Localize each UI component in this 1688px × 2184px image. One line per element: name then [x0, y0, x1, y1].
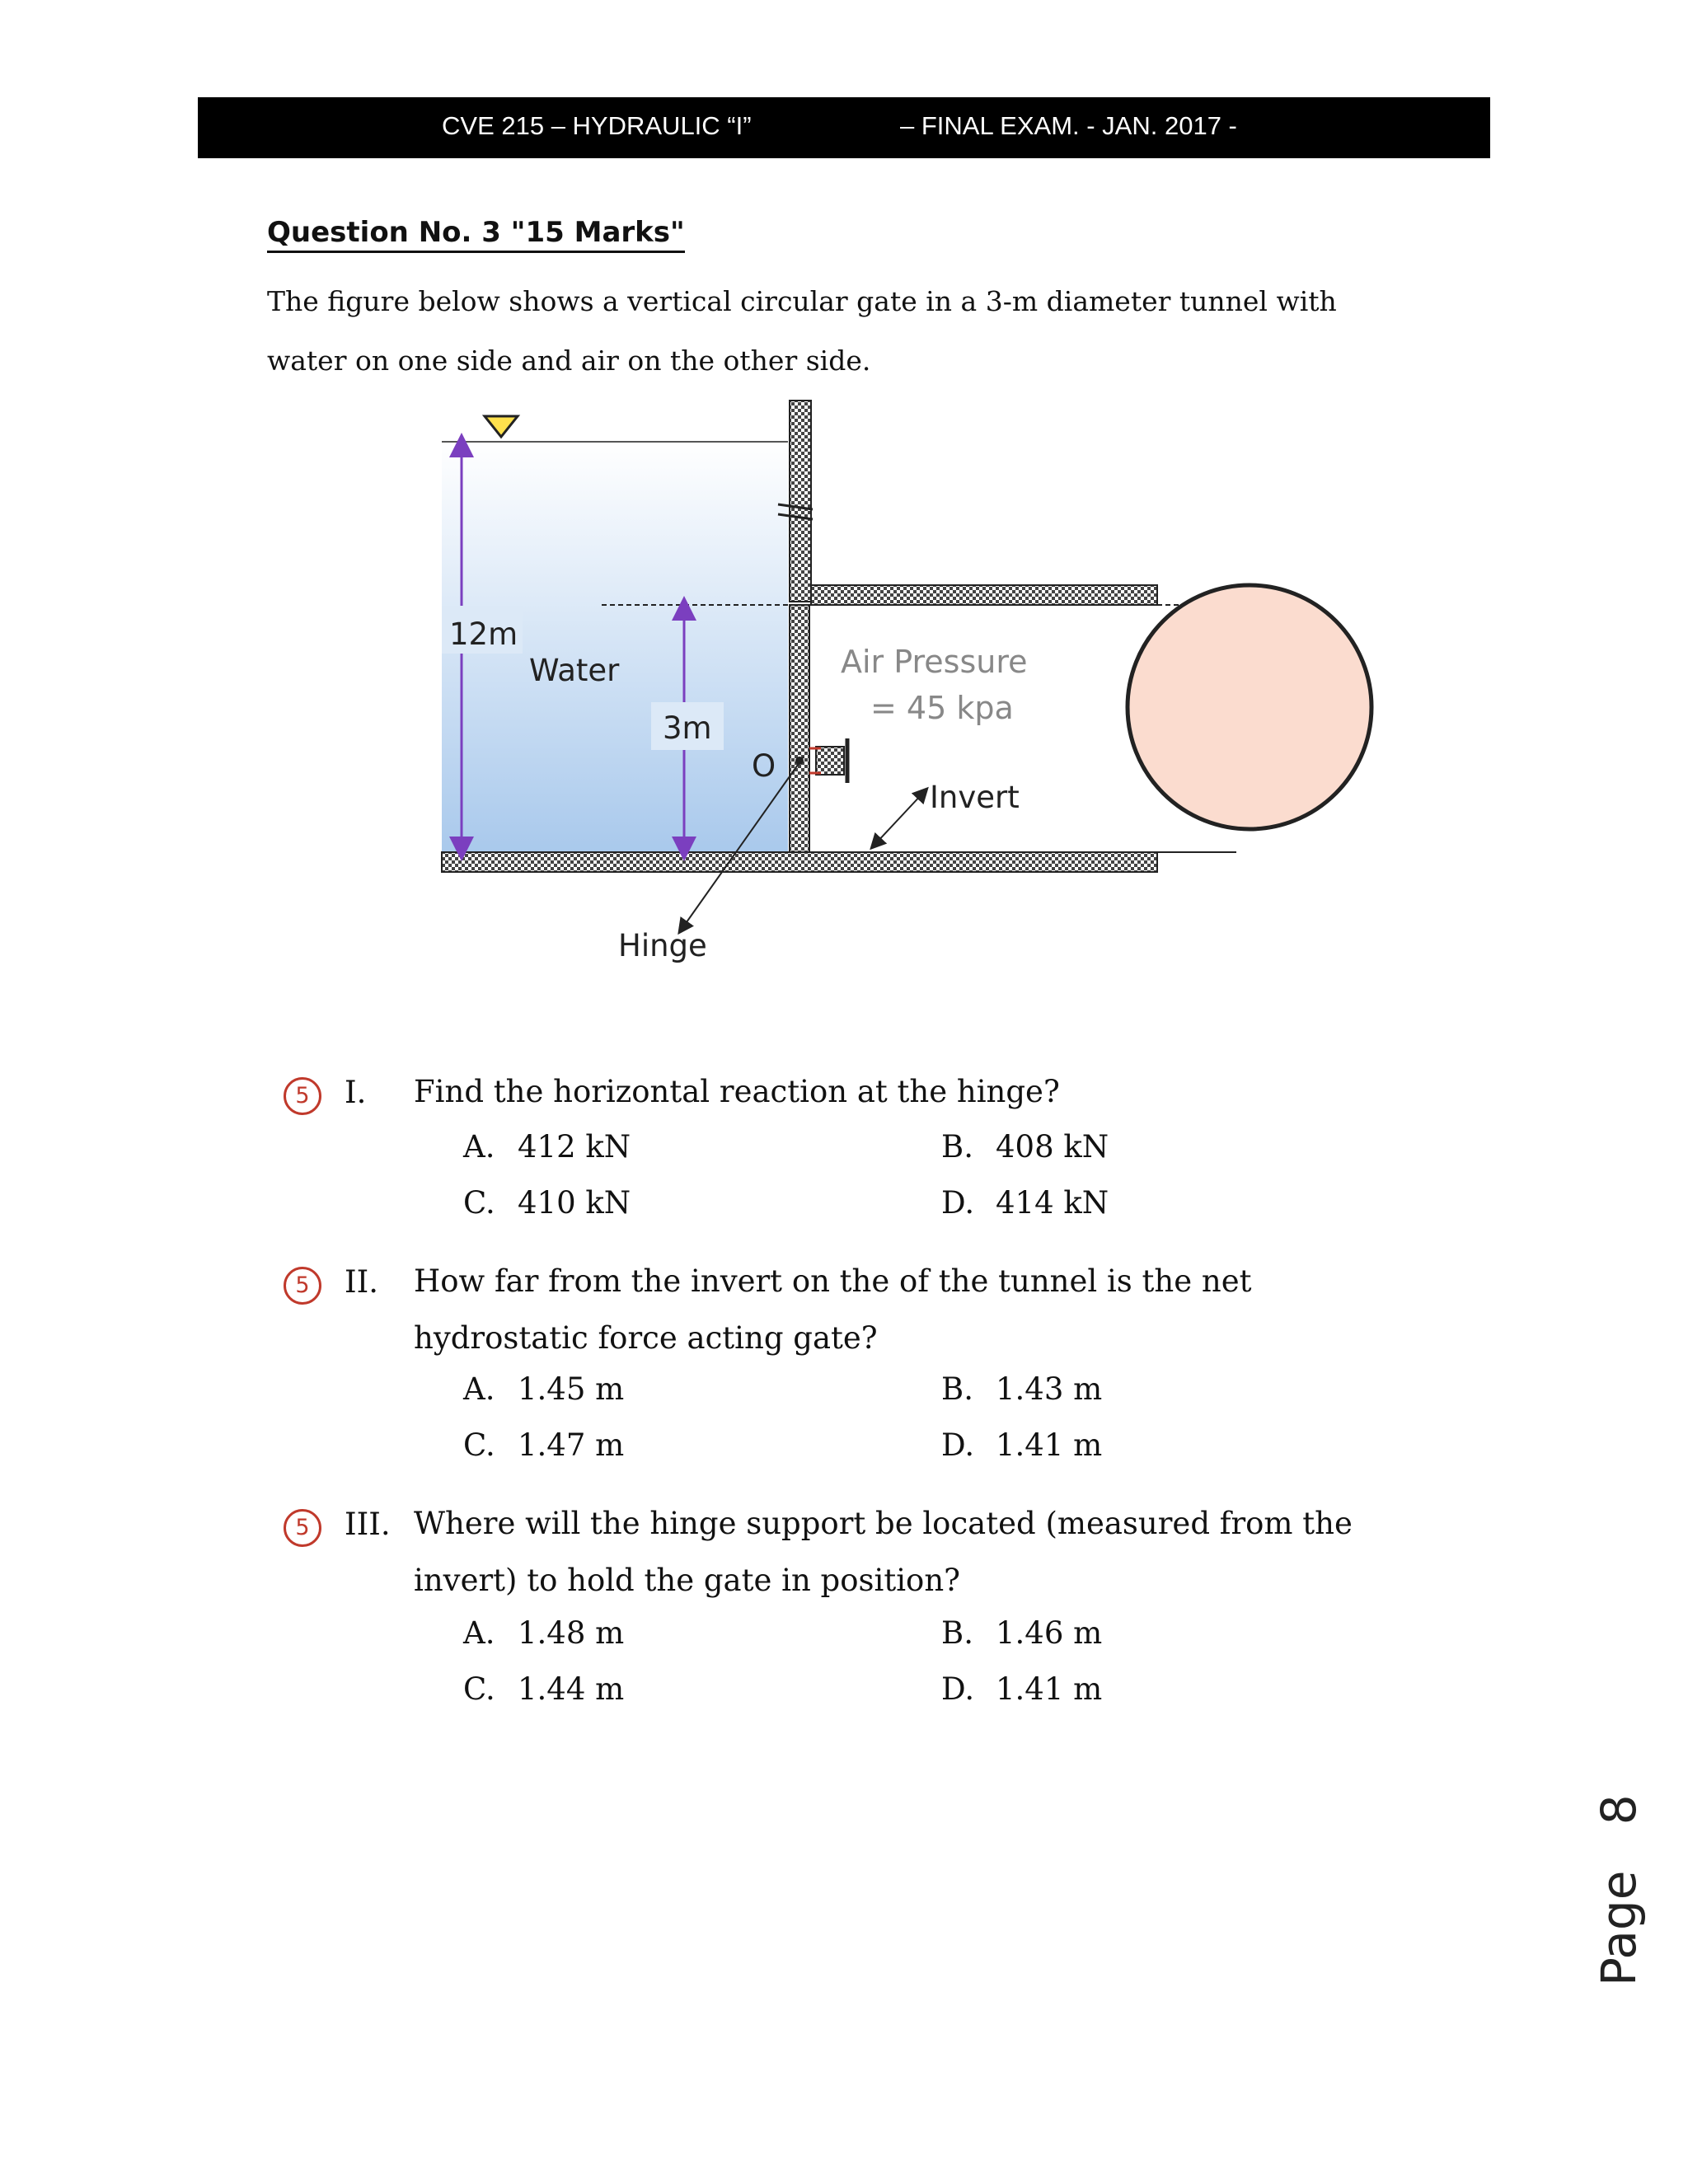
upstream-wall [790, 401, 811, 602]
label-water: Water [529, 653, 620, 688]
option-value: 1.45 m [518, 1371, 625, 1407]
label-3m: 3m [663, 710, 712, 746]
option-value: 1.48 m [518, 1615, 625, 1651]
part-number: I. [345, 1075, 367, 1110]
option-a[interactable] [463, 1129, 631, 1165]
option-value: 1.47 m [518, 1427, 625, 1463]
page-number: 8 [1591, 1794, 1647, 1825]
option-value: 1.41 m [996, 1427, 1103, 1463]
part-text: How far from the invert on the of the tunnel is the net hydrostatic force acting gate? [414, 1263, 1252, 1356]
option-letter: B. [941, 1129, 973, 1165]
tunnel-roof [811, 585, 1157, 605]
option-a[interactable] [463, 1371, 624, 1407]
gate-figure [0, 0, 1688, 989]
marks-circle-icon: 5 [284, 1077, 321, 1115]
option-letter: A. [463, 1615, 495, 1651]
exam-title: – FINAL EXAM. - JAN. 2017 - [900, 111, 1237, 140]
question-title: Question No. 3 "15 Marks" [267, 216, 685, 253]
label-o: O [752, 748, 776, 784]
option-letter: A. [463, 1371, 495, 1407]
option-c[interactable] [463, 1671, 624, 1707]
part-number: III. [345, 1507, 391, 1542]
option-letter: C. [463, 1671, 495, 1707]
option-letter: D. [941, 1427, 975, 1463]
option-b[interactable] [941, 1371, 1102, 1407]
label-hinge: Hinge [618, 928, 707, 963]
option-a[interactable] [463, 1615, 624, 1651]
invert-leader [875, 793, 923, 844]
option-d[interactable] [941, 1671, 1102, 1707]
option-value: 1.43 m [996, 1371, 1103, 1407]
option-value: 1.44 m [518, 1671, 625, 1707]
option-letter: C. [463, 1185, 495, 1221]
option-letter: B. [941, 1371, 973, 1407]
surface-marker-icon [485, 416, 518, 437]
option-letter: D. [941, 1185, 975, 1221]
option-d[interactable] [941, 1185, 1109, 1221]
option-b[interactable] [941, 1615, 1102, 1651]
option-d[interactable] [941, 1427, 1102, 1463]
option-letter: A. [463, 1129, 495, 1165]
option-c[interactable] [463, 1427, 624, 1463]
option-value: 1.46 m [996, 1615, 1103, 1651]
part-text: Find the horizontal reaction at the hinge? [414, 1074, 1060, 1109]
course-title: CVE 215 – HYDRAULIC “I” [442, 111, 752, 140]
option-letter: B. [941, 1615, 973, 1651]
option-value: 1.41 m [996, 1671, 1103, 1707]
option-letter: D. [941, 1671, 975, 1707]
marks-circle-icon: 5 [284, 1509, 321, 1547]
channel-floor [442, 852, 1157, 872]
vertical-gate [790, 605, 809, 852]
hinge-support [816, 747, 844, 775]
option-c[interactable] [463, 1185, 631, 1221]
page-label [1558, 1714, 1648, 1994]
part-text: Where will the hinge support be located (measured from the invert) to hold the gate in position? [414, 1506, 1353, 1598]
option-value: 408 kN [996, 1129, 1109, 1165]
option-value: 414 kN [996, 1185, 1109, 1221]
option-letter: C. [463, 1427, 495, 1463]
marks-circle-icon: 5 [284, 1267, 321, 1305]
page-label-text [1591, 1794, 1647, 1986]
question-intro: The figure below shows a vertical circular gate in a 3-m diameter tunnel with water on one side and air on the other side. [267, 285, 1337, 377]
option-b[interactable] [941, 1129, 1109, 1165]
option-value: 412 kN [518, 1129, 631, 1165]
page-word: Page [1591, 1870, 1647, 1986]
part-number: II. [345, 1264, 378, 1300]
tunnel-section [1128, 585, 1372, 829]
label-air-pressure: Air Pressure [841, 644, 1028, 680]
label-12m: 12m [449, 616, 518, 652]
label-invert: Invert [930, 780, 1020, 815]
option-value: 410 kN [518, 1185, 631, 1221]
label-air-value: = 45 kpa [870, 690, 1014, 726]
